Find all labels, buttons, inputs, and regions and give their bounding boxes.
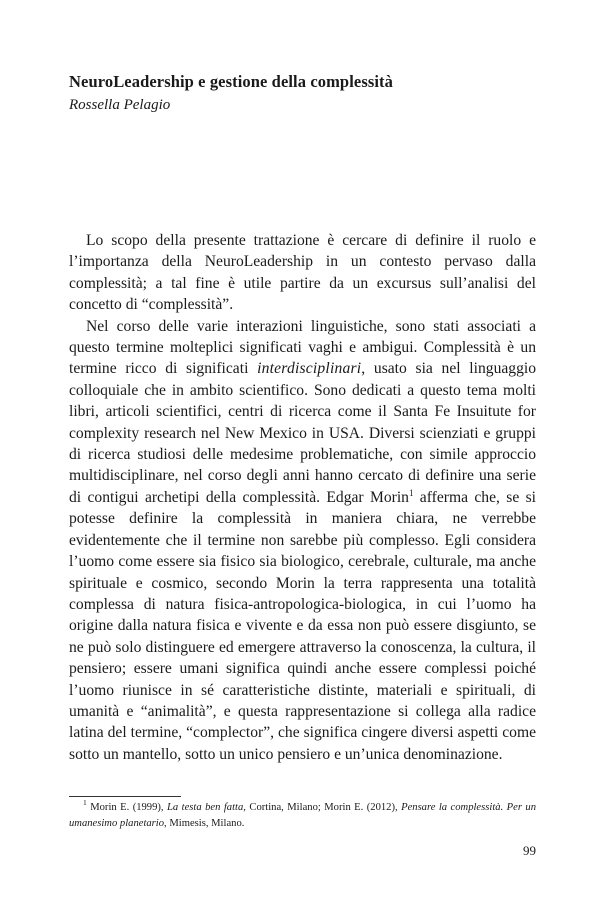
footnote-number: 1: [83, 798, 87, 808]
footnote-text-b: , Cortina, Milano; Morin E. (2012),: [243, 802, 402, 813]
chapter-author: Rossella Pelagio: [69, 97, 171, 113]
footnote-divider: [69, 796, 181, 797]
footnote-title-2: Pensare la complessità. Per un umanesimo planetario: [69, 802, 536, 829]
page-number: 99: [523, 843, 536, 858]
paragraph-2-part-c: afferma che, se si potesse definire la complessità in maniera chiara, ne verrebbe evidentemente che il termine non sarebbe più complesso. Egli considera l’uomo come essere sia fisico sia biologico, cerebrale, culturale, ma anche spirituale e cosmico, secondo Morin la terra rappresenta una totalità complessa di natura fisica-antropologica-biologica, in cui l’uomo ha origine dalla natura fisica e vivente e da essa non può essere disgiunto, se ne può solo distinguere ed emergere attraverso la conoscenza, la cultura, il pensiero; essere umani significa quindi anche essere complessi poiché l’uomo riunisce in sé caratteristiche distinte, materiali e spirituali, di umanità e “animalità”, e questa rappresentazione si collega alla radice latina del termine, “complector”, che significa cingere diversi aspetti come sotto un mantello, sotto un unico pensiero e un’unica denominazione.: [69, 488, 536, 763]
paragraph-2-part-b: , usato sia nel linguaggio colloquiale che in ambito scientifico. Sono dedicati a questo tema molti libri, articoli scientifici, centri di ricerca come il Santa Fe Insuitute for complexity research nel New Mexico in USA. Diversi scienziati e gruppi di ricerca studiosi delle medesime problematiche, con simile approccio multidisciplinare, nel corso degli anni hanno cercato di definire una serie di contigui archetipi della complessità. Edgar Morin: [69, 360, 537, 506]
paragraph-2-part-a: Nel corso delle varie interazioni linguistiche, sono stati associati a questo termine molteplici significati vaghi e ambigui. Complessità è un termine ricco di significati: [69, 317, 536, 378]
footnote: [69, 800, 536, 832]
paragraph-2-emphasis: interdisciplinari: [257, 360, 362, 378]
chapter-title: NeuroLeadership e gestione della complessità: [69, 72, 393, 91]
body-text: [69, 230, 536, 765]
footnote-reference: 1: [408, 487, 414, 498]
footnote-title-1: La testa ben fatta: [167, 802, 244, 813]
paragraph-1: Lo scopo della presente trattazione è cercare di definire il ruolo e l’importanza della NeuroLeadership in un contesto pervaso dalla complessità; a tal fine è utile partire da un excursus sull’analisi del concetto di “complessità”.: [69, 232, 536, 314]
paragraph-2: [69, 316, 536, 766]
footnote-text-c: , Mimesis, Milano.: [164, 818, 245, 829]
footnote-text-a: Morin E. (1999),: [86, 802, 168, 813]
